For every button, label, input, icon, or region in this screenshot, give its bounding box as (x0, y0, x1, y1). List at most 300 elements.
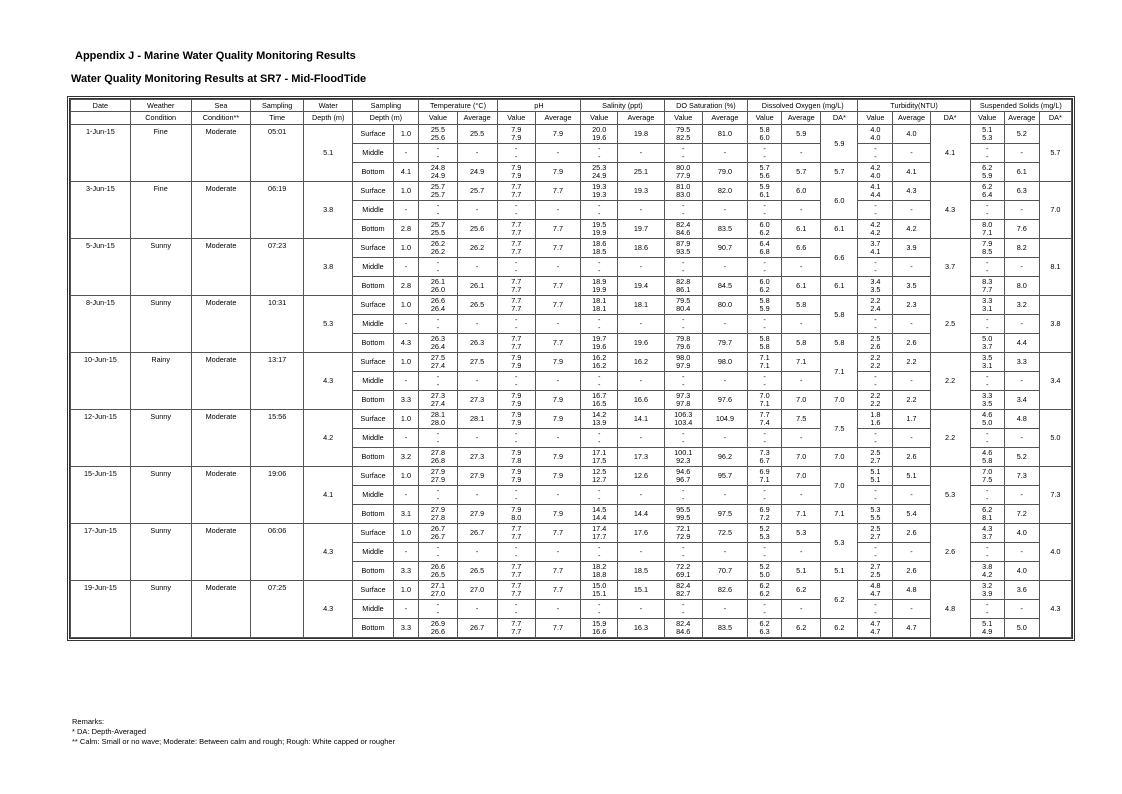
suspended-solids-average: - (1004, 315, 1039, 334)
suspended-solids-average: 7.2 (1004, 505, 1039, 524)
turbidity-da: 2.6 (930, 524, 970, 581)
level-cell: Surface (353, 182, 393, 201)
do-saturation-values (664, 562, 702, 581)
suspended-solids-average: - (1004, 372, 1039, 391)
temperature-values-reading: - (436, 315, 440, 324)
dissolved-oxygen-values-reading: 6.3 (759, 627, 770, 636)
suspended-solids-values-reading: 5.3 (982, 133, 993, 142)
do-saturation-values-reading: 79.8 (676, 334, 691, 343)
suspended-solids-values (970, 258, 1004, 277)
do-saturation-values-reading: 79.6 (676, 342, 691, 351)
salinity-average: 15.1 (618, 581, 664, 600)
turbidity-da: 2.2 (930, 410, 970, 467)
turbidity-average: 3.9 (893, 239, 930, 258)
sampling-depth-cell: 1.0 (393, 410, 419, 429)
turbidity-average: - (893, 258, 930, 277)
do-saturation-values (664, 467, 702, 486)
dissolved-oxygen-bottom: 7.1 (821, 505, 858, 524)
do-saturation-values (664, 391, 702, 410)
suspended-solids-values-reading: 5.1 (982, 619, 993, 628)
turbidity-values-reading: 3.7 (870, 239, 881, 248)
water-depth-cell: 5.3 (303, 296, 352, 353)
salinity-values-reading: 16.5 (592, 399, 607, 408)
level-cell: Bottom (353, 163, 393, 182)
suspended-solids-values-reading: 5.8 (982, 456, 993, 465)
sampling-depth-cell: - (393, 201, 419, 220)
turbidity-values-reading: - (874, 266, 877, 275)
dissolved-oxygen-bottom: 6.1 (821, 220, 858, 239)
suspended-solids-values-reading: 8.1 (982, 513, 993, 522)
dissolved-oxygen-average: 6.6 (782, 239, 821, 258)
ph-average: - (535, 372, 580, 391)
suspended-solids-values-reading: 6.2 (982, 505, 993, 514)
do-saturation-values-reading: 81.0 (676, 182, 691, 191)
salinity-values-reading: - (598, 201, 601, 210)
ph-values-reading: - (515, 258, 518, 267)
dissolved-oxygen-values-reading: 7.2 (759, 513, 770, 522)
salinity-values-reading: 14.4 (592, 513, 607, 522)
header-sampling-depth: Sampling (353, 100, 419, 112)
ph-values (497, 372, 535, 391)
dissolved-oxygen-values-reading: - (763, 437, 766, 446)
sea-condition-cell: Moderate (191, 239, 251, 296)
do-saturation-values-reading: - (682, 372, 685, 381)
salinity-average: - (618, 372, 664, 391)
temperature-values-reading: 28.0 (430, 418, 446, 427)
temperature-average: - (457, 372, 497, 391)
do-saturation-average: - (702, 144, 747, 163)
temperature-values (419, 334, 457, 353)
salinity-values (581, 277, 618, 296)
remark-sea-condition: ** Calm: Small or no wave; Moderate: Between calm and rough; Rough: White capped or rougher (72, 737, 396, 746)
header-ph-value: Value (497, 112, 535, 125)
dissolved-oxygen-average: - (782, 258, 821, 277)
suspended-solids-average: 4.0 (1004, 524, 1039, 543)
header-temp-average: Average (457, 112, 497, 125)
turbidity-values-reading: - (874, 551, 877, 560)
suspended-solids-values (970, 353, 1004, 372)
ph-values-reading: 7.9 (511, 133, 522, 142)
sampling-depth-cell: 3.2 (393, 448, 419, 467)
ph-values-reading: 7.7 (511, 581, 522, 590)
suspended-solids-values-reading: 3.7 (982, 532, 993, 541)
suspended-solids-values (970, 201, 1004, 220)
suspended-solids-da: 8.1 (1039, 239, 1071, 296)
ph-values (497, 334, 535, 353)
suspended-solids-average: - (1004, 429, 1039, 448)
salinity-values (581, 429, 618, 448)
suspended-solids-values-reading: 4.2 (982, 570, 993, 579)
dissolved-oxygen-values (748, 467, 782, 486)
ph-values (497, 353, 535, 372)
level-cell: Bottom (353, 334, 393, 353)
dissolved-oxygen-values-reading: - (763, 429, 766, 438)
salinity-values (581, 201, 618, 220)
suspended-solids-values-reading: 6.4 (982, 190, 993, 199)
temperature-values-reading: - (436, 258, 440, 267)
temperature-average: - (457, 543, 497, 562)
suspended-solids-values-reading: 4.6 (982, 448, 993, 457)
turbidity-values (858, 277, 893, 296)
salinity-average: - (618, 600, 664, 619)
sea-condition-cell: Moderate (191, 353, 251, 410)
ph-values (497, 239, 535, 258)
header-salinity: Salinity (ppt) (581, 100, 664, 112)
do-saturation-values-reading: 82.7 (676, 589, 691, 598)
dissolved-oxygen-bottom: 6.1 (821, 277, 858, 296)
temperature-average: - (457, 429, 497, 448)
turbidity-da: 2.5 (930, 296, 970, 353)
temperature-values (419, 182, 457, 201)
do-saturation-values-reading: - (682, 201, 685, 210)
salinity-values-reading: 16.2 (592, 361, 607, 370)
level-cell: Bottom (353, 277, 393, 296)
temperature-average: 25.7 (457, 182, 497, 201)
turbidity-values-reading: - (874, 600, 877, 609)
do-saturation-values (664, 543, 702, 562)
dissolved-oxygen-values-reading: 7.3 (759, 448, 770, 457)
sampling-depth-cell: 1.0 (393, 581, 419, 600)
temperature-values (419, 144, 457, 163)
turbidity-values-reading: 2.7 (870, 562, 881, 571)
temperature-values-reading: - (436, 494, 440, 503)
temperature-values (419, 467, 457, 486)
do-saturation-values-reading: 86.1 (676, 285, 691, 294)
turbidity-values-reading: 3.4 (870, 277, 881, 286)
dissolved-oxygen-values (748, 429, 782, 448)
ph-values-reading: 7.7 (511, 296, 522, 305)
remarks (72, 717, 395, 747)
turbidity-values-reading: 5.3 (870, 505, 881, 514)
salinity-values-reading: 12.7 (592, 475, 607, 484)
ph-average: 7.9 (535, 448, 580, 467)
dissolved-oxygen-average: 5.1 (782, 562, 821, 581)
turbidity-values-reading: 4.0 (870, 125, 881, 134)
dissolved-oxygen-values-reading: 5.2 (759, 524, 770, 533)
level-cell: Surface (353, 353, 393, 372)
suspended-solids-values-reading: 3.5 (982, 399, 993, 408)
salinity-average: 16.6 (618, 391, 664, 410)
dissolved-oxygen-values-reading: 6.2 (759, 228, 770, 237)
do-saturation-average: 70.7 (702, 562, 747, 581)
ph-average: 7.7 (535, 524, 580, 543)
turbidity-values-reading: - (874, 323, 877, 332)
dissolved-oxygen-values-reading: 5.0 (759, 570, 770, 579)
turbidity-values-reading: 4.0 (870, 171, 881, 180)
do-saturation-average: 97.6 (702, 391, 747, 410)
dissolved-oxygen-values-reading: - (763, 201, 766, 210)
date-cell: 19-Jun-15 (71, 581, 131, 638)
dissolved-oxygen-values-reading: 7.1 (759, 475, 770, 484)
salinity-values (581, 353, 618, 372)
temperature-values-reading: - (436, 144, 440, 153)
level-cell: Middle (353, 486, 393, 505)
temperature-values (419, 258, 457, 277)
ph-values (497, 562, 535, 581)
turbidity-values-reading: - (874, 209, 877, 218)
suspended-solids-values-reading: - (986, 380, 989, 389)
header-do-average: Average (782, 112, 821, 125)
temperature-values-reading: 26.7 (430, 532, 446, 541)
temperature-values (419, 410, 457, 429)
temperature-values-reading: 27.3 (430, 391, 446, 400)
turbidity-average: 2.6 (893, 334, 930, 353)
temperature-values (419, 315, 457, 334)
suspended-solids-da: 4.3 (1039, 581, 1071, 638)
temperature-values (419, 125, 457, 144)
level-cell: Bottom (353, 220, 393, 239)
temperature-values (419, 524, 457, 543)
header-turb-average: Average (893, 112, 930, 125)
table-title: Water Quality Monitoring Results at SR7 - Mid-FloodTide (71, 73, 367, 85)
temperature-values-reading: 26.7 (430, 524, 446, 533)
ph-values-reading: 7.9 (511, 361, 522, 370)
ph-values-reading: 7.9 (511, 505, 522, 514)
ph-values (497, 448, 535, 467)
do-saturation-values-reading: 97.8 (676, 399, 691, 408)
turbidity-values-reading: 4.0 (870, 133, 881, 142)
salinity-values-reading: 18.5 (592, 247, 607, 256)
do-saturation-average: 96.2 (702, 448, 747, 467)
suspended-solids-average: 5.0 (1004, 619, 1039, 638)
temperature-values (419, 163, 457, 182)
salinity-values-reading: 18.8 (592, 570, 607, 579)
temperature-values-reading: - (436, 266, 440, 275)
ph-values-reading: - (515, 201, 518, 210)
salinity-values-reading: 19.3 (592, 182, 607, 191)
dissolved-oxygen-values-reading: 7.1 (759, 361, 770, 370)
ph-values-reading: 7.9 (511, 391, 522, 400)
ph-values-reading: 7.7 (511, 619, 522, 628)
ph-average: 7.7 (535, 239, 580, 258)
sampling-time-cell: 10:31 (251, 296, 304, 353)
suspended-solids-values-reading: - (986, 209, 989, 218)
header-water-depth: Water (303, 100, 352, 112)
dissolved-oxygen-values-reading: - (763, 266, 766, 275)
temperature-values-reading: 26.3 (430, 334, 446, 343)
turbidity-values-reading: - (874, 608, 877, 617)
do-saturation-values-reading: 80.0 (676, 163, 691, 172)
do-saturation-average: 82.0 (702, 182, 747, 201)
temperature-values (419, 277, 457, 296)
turbidity-values-reading: - (874, 429, 877, 438)
appendix-title: Appendix J - Marine Water Quality Monitoring Results (75, 50, 356, 62)
dissolved-oxygen-values (748, 258, 782, 277)
do-saturation-values (664, 258, 702, 277)
salinity-values (581, 524, 618, 543)
level-cell: Surface (353, 467, 393, 486)
turbidity-values (858, 353, 893, 372)
do-saturation-values (664, 334, 702, 353)
dissolved-oxygen-values-reading: 6.2 (759, 589, 770, 598)
ph-values-reading: - (515, 543, 518, 552)
dissolved-oxygen-values (748, 391, 782, 410)
temperature-values-reading: 24.9 (430, 171, 446, 180)
sampling-depth-cell: 1.0 (393, 296, 419, 315)
suspended-solids-values-reading: 7.7 (982, 285, 993, 294)
dissolved-oxygen-average: - (782, 600, 821, 619)
ph-values (497, 429, 535, 448)
water-depth-cell: 3.8 (303, 182, 352, 239)
table-row (71, 125, 1072, 144)
sea-condition-cell: Moderate (191, 581, 251, 638)
dissolved-oxygen-values (748, 372, 782, 391)
salinity-values-reading: - (598, 551, 601, 560)
turbidity-average: 4.1 (893, 163, 930, 182)
salinity-values-reading: 15.1 (592, 589, 607, 598)
dissolved-oxygen-values (748, 315, 782, 334)
do-saturation-values-reading: 94.6 (676, 467, 691, 476)
suspended-solids-da: 4.0 (1039, 524, 1071, 581)
do-saturation-average: 90.7 (702, 239, 747, 258)
turbidity-average: - (893, 315, 930, 334)
do-saturation-values-reading: 82.4 (676, 220, 691, 229)
salinity-average: 19.7 (618, 220, 664, 239)
salinity-values-reading: 19.9 (592, 285, 607, 294)
suspended-solids-values-reading: 6.2 (982, 163, 993, 172)
suspended-solids-values-reading: - (986, 258, 989, 267)
turbidity-average: 4.0 (893, 125, 930, 144)
dissolved-oxygen-values (748, 505, 782, 524)
suspended-solids-average: 4.0 (1004, 562, 1039, 581)
ph-values-reading: 7.7 (511, 524, 522, 533)
salinity-values-reading: 15.0 (592, 581, 607, 590)
turbidity-values (858, 581, 893, 600)
turbidity-values-reading: - (874, 144, 877, 153)
turbidity-values-reading: - (874, 372, 877, 381)
salinity-values (581, 581, 618, 600)
turbidity-average: 4.3 (893, 182, 930, 201)
do-saturation-average: - (702, 258, 747, 277)
ph-values-reading: 7.9 (511, 163, 522, 172)
salinity-values-reading: - (598, 486, 601, 495)
suspended-solids-values-reading: 6.2 (982, 182, 993, 191)
suspended-solids-average: 8.0 (1004, 277, 1039, 296)
salinity-average: 17.6 (618, 524, 664, 543)
level-cell: Bottom (353, 562, 393, 581)
salinity-values-reading: 18.2 (592, 562, 607, 571)
temperature-average: 26.2 (457, 239, 497, 258)
suspended-solids-average: 6.3 (1004, 182, 1039, 201)
ph-values-reading: 7.7 (511, 562, 522, 571)
temperature-values-reading: 25.7 (430, 190, 446, 199)
do-saturation-values (664, 353, 702, 372)
do-saturation-average: 80.0 (702, 296, 747, 315)
header-do-saturation: DO Saturation (%) (664, 100, 747, 112)
turbidity-values (858, 543, 893, 562)
ph-average: 7.7 (535, 182, 580, 201)
ph-average: 7.7 (535, 562, 580, 581)
ph-values (497, 144, 535, 163)
sea-condition-cell: Moderate (191, 410, 251, 467)
table-row (71, 410, 1072, 429)
salinity-average: 16.3 (618, 619, 664, 638)
turbidity-da: 4.3 (930, 182, 970, 239)
salinity-values-reading: 18.1 (592, 304, 607, 313)
dissolved-oxygen-values-reading: 7.1 (759, 399, 770, 408)
suspended-solids-values-reading: - (986, 608, 989, 617)
dissolved-oxygen-values (748, 448, 782, 467)
suspended-solids-average: 3.4 (1004, 391, 1039, 410)
turbidity-values-reading: 5.5 (870, 513, 881, 522)
do-saturation-average: 81.0 (702, 125, 747, 144)
turbidity-average: 5.1 (893, 467, 930, 486)
temperature-average: 26.7 (457, 619, 497, 638)
temperature-values (419, 296, 457, 315)
turbidity-average: - (893, 543, 930, 562)
temperature-average: 26.5 (457, 296, 497, 315)
header-row-1 (71, 100, 1072, 112)
temperature-values-reading: - (436, 323, 440, 332)
ph-values-reading: 7.9 (511, 410, 522, 419)
dissolved-oxygen-da: 6.0 (821, 182, 858, 220)
do-saturation-values (664, 182, 702, 201)
dissolved-oxygen-values (748, 486, 782, 505)
sampling-time-cell: 05:01 (251, 125, 304, 182)
date-cell: 5-Jun-15 (71, 239, 131, 296)
dissolved-oxygen-da: 6.6 (821, 239, 858, 277)
dissolved-oxygen-values (748, 201, 782, 220)
water-depth-cell: 5.1 (303, 125, 352, 182)
sampling-depth-cell: - (393, 144, 419, 163)
dissolved-oxygen-values-reading: - (763, 315, 766, 324)
ph-values-reading: - (515, 494, 518, 503)
weather-cell: Sunny (130, 467, 191, 524)
dissolved-oxygen-values (748, 277, 782, 296)
header-dosat-average: Average (702, 112, 747, 125)
do-saturation-values-reading: 82.5 (676, 133, 691, 142)
temperature-values-reading: 26.4 (430, 304, 446, 313)
suspended-solids-values-reading: - (986, 543, 989, 552)
temperature-values-reading: 27.8 (430, 448, 446, 457)
do-saturation-values (664, 600, 702, 619)
salinity-average: 19.3 (618, 182, 664, 201)
salinity-values-reading: 19.3 (592, 190, 607, 199)
salinity-values (581, 163, 618, 182)
do-saturation-values (664, 277, 702, 296)
turbidity-values (858, 429, 893, 448)
salinity-values-reading: 16.7 (592, 391, 607, 400)
temperature-values-reading: 26.4 (430, 342, 446, 351)
salinity-values-reading: 19.6 (592, 133, 607, 142)
ph-values-reading: - (515, 380, 518, 389)
ph-average: 7.7 (535, 220, 580, 239)
ph-values-reading: 7.9 (511, 418, 522, 427)
turbidity-values-reading: 4.8 (870, 581, 881, 590)
sampling-depth-cell: 3.3 (393, 391, 419, 410)
do-saturation-values-reading: 72.9 (676, 532, 691, 541)
do-saturation-values (664, 486, 702, 505)
suspended-solids-values-reading: 7.9 (982, 239, 993, 248)
temperature-values (419, 239, 457, 258)
dissolved-oxygen-bottom: 7.0 (821, 391, 858, 410)
salinity-values (581, 144, 618, 163)
temperature-average: 27.9 (457, 467, 497, 486)
salinity-values (581, 543, 618, 562)
suspended-solids-average: 3.2 (1004, 296, 1039, 315)
ph-values (497, 296, 535, 315)
turbidity-values (858, 220, 893, 239)
suspended-solids-values (970, 543, 1004, 562)
ph-values (497, 600, 535, 619)
dissolved-oxygen-values (748, 163, 782, 182)
turbidity-da: 2.2 (930, 353, 970, 410)
results-table (70, 99, 1072, 638)
turbidity-average: - (893, 600, 930, 619)
header-sea: Sea (191, 100, 251, 112)
water-depth-cell: 4.2 (303, 410, 352, 467)
temperature-values-reading: 27.8 (430, 513, 446, 522)
